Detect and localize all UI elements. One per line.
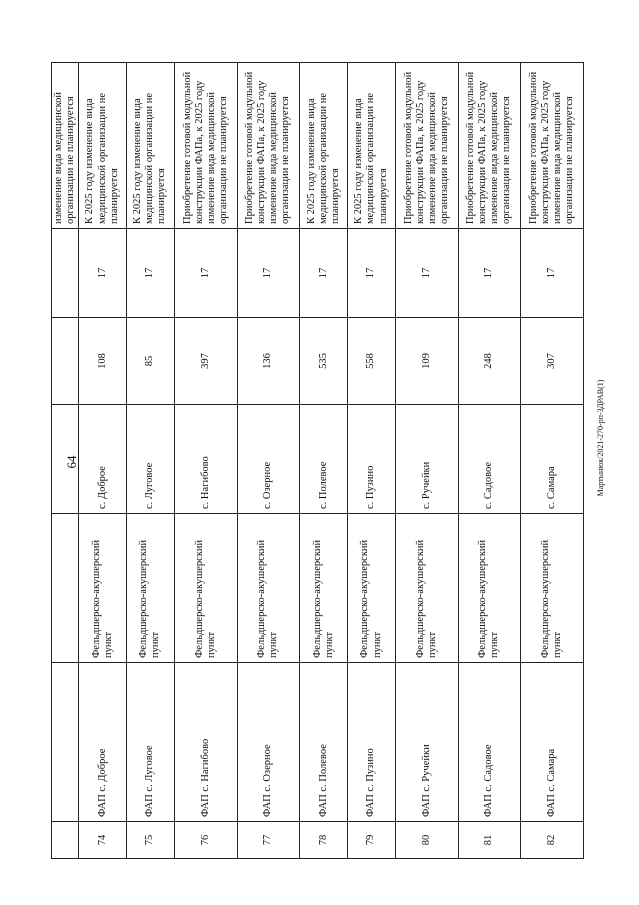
population-cell: 397 — [174, 318, 237, 405]
population-cell: 85 — [127, 318, 175, 405]
population-cell: 535 — [300, 318, 348, 405]
population-cell: 136 — [237, 318, 300, 405]
distance-cell: 17 — [174, 229, 237, 318]
row-number-cell: 76 — [174, 822, 237, 859]
table-row — [237, 63, 300, 859]
row-number-cell: 74 — [79, 822, 127, 859]
distance-cell: 17 — [395, 229, 458, 318]
settlement-cell: с. Садовое — [458, 405, 521, 514]
facility-type-cell: Фельдшерско-акушерский пункт — [521, 514, 584, 663]
table-row — [395, 63, 458, 859]
facility-type-cell: Фельдшерско-акушерский пункт — [127, 514, 175, 663]
row-number-cell: 82 — [521, 822, 584, 859]
settlement-cell: с. Самара — [521, 405, 584, 514]
facility-type-cell: Фельдшерско-акушерский пункт — [348, 514, 396, 663]
table-row — [127, 63, 175, 859]
population-cell: 307 — [521, 318, 584, 405]
note-cell: Приобретение готовой модульной конструкции ФАПа, к 2025 году изменение вида медицинской организации не планируется — [458, 63, 521, 229]
facility-name-cell: ФАП с. Пузино — [348, 663, 396, 822]
note-cell: Приобретение готовой модульной конструкции ФАПа, к 2025 году изменение вида медицинской организации не планируется — [521, 63, 584, 229]
table-row — [458, 63, 521, 859]
population-cell: 558 — [348, 318, 396, 405]
row-number-cell: 79 — [348, 822, 396, 859]
note-cell: К 2025 году изменение вида медицинской организации не планируется — [127, 63, 175, 229]
settlement-cell: с. Нагибово — [174, 405, 237, 514]
note-cell: К 2025 году изменение вида медицинской организации не планируется — [300, 63, 348, 229]
facility-name-cell: ФАП с. Луговое — [127, 663, 175, 822]
continuation-row — [52, 63, 79, 859]
facility-name-cell: ФАП с. Садовое — [458, 663, 521, 822]
population-cell: 248 — [458, 318, 521, 405]
row-number-cell: 78 — [300, 822, 348, 859]
facility-type-cell: Фельдшерско-акушерский пункт — [237, 514, 300, 663]
facility-name-cell: ФАП с. Озерное — [237, 663, 300, 822]
page-number: 64 — [64, 455, 79, 469]
facility-type-cell: Фельдшерско-акушерский пункт — [174, 514, 237, 663]
row-number-cell: 75 — [127, 822, 175, 859]
facility-name-cell: ФАП с. Доброе — [79, 663, 127, 822]
distance-cell: 17 — [79, 229, 127, 318]
facility-type-cell: Фельдшерско-акушерский пункт — [79, 514, 127, 663]
table-row — [174, 63, 237, 859]
distance-cell: 17 — [348, 229, 396, 318]
table-row — [348, 63, 396, 859]
rotated-table-container — [51, 62, 584, 859]
facility-type-cell: Фельдшерско-акушерский пункт — [458, 514, 521, 663]
distance-cell: 17 — [300, 229, 348, 318]
population-cell: 109 — [395, 318, 458, 405]
distance-cell: 17 — [458, 229, 521, 318]
distance-cell: 17 — [127, 229, 175, 318]
row-number-cell: 77 — [237, 822, 300, 859]
facility-name-cell: ФАП с. Ручейки — [395, 663, 458, 822]
document-footer: Мартынюк/2021-270-рп-ЗДРАВ(1) — [596, 379, 605, 497]
note-cell: Приобретение готовой модульной конструкции ФАПа, к 2025 году изменение вида медицинской организации не планируется — [237, 63, 300, 229]
settlement-cell: с. Ручейки — [395, 405, 458, 514]
settlement-cell: с. Озерное — [237, 405, 300, 514]
settlement-cell: с. Пузино — [348, 405, 396, 514]
continuation-note: изменение вида медицинской организации не планируется — [52, 63, 79, 229]
facility-name-cell: ФАП с. Нагибово — [174, 663, 237, 822]
table-row — [521, 63, 584, 859]
facility-name-cell: ФАП с. Полевое — [300, 663, 348, 822]
distance-cell: 17 — [521, 229, 584, 318]
population-cell: 108 — [79, 318, 127, 405]
table-row — [79, 63, 127, 859]
row-number-cell: 81 — [458, 822, 521, 859]
facility-type-cell: Фельдшерско-акушерский пункт — [395, 514, 458, 663]
settlement-cell: с. Доброе — [79, 405, 127, 514]
row-number-cell: 80 — [395, 822, 458, 859]
distance-cell: 17 — [237, 229, 300, 318]
note-cell: К 2025 году изменение вида медицинской организации не планируется — [79, 63, 127, 229]
note-cell: Приобретение готовой модульной конструкции ФАПа, к 2025 году изменение вида медицинской организации не планируется — [174, 63, 237, 229]
settlement-cell: с. Луговое — [127, 405, 175, 514]
facility-name-cell: ФАП с. Самара — [521, 663, 584, 822]
table-row — [300, 63, 348, 859]
facilities-table — [51, 62, 584, 859]
note-cell: К 2025 году изменение вида медицинской организации не планируется — [348, 63, 396, 229]
settlement-cell: с. Полевое — [300, 405, 348, 514]
note-cell: Приобретение готовой модульной конструкции ФАПа, к 2025 году изменение вида медицинской организации не планируется — [395, 63, 458, 229]
facility-type-cell: Фельдшерско-акушерский пункт — [300, 514, 348, 663]
